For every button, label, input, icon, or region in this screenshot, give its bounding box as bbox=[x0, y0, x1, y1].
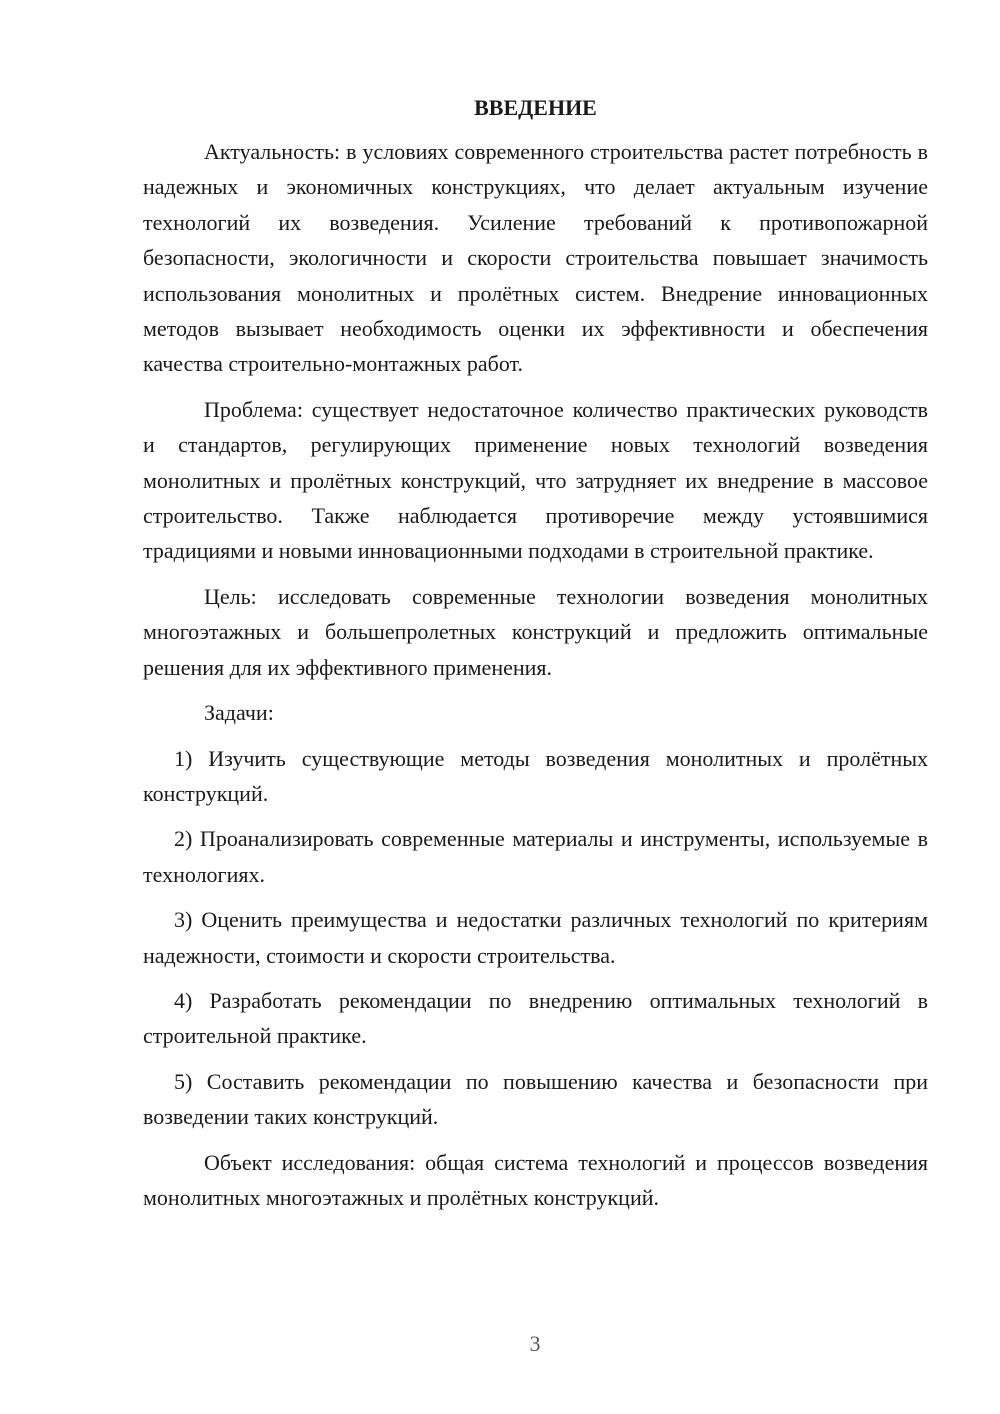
task-item-3: 3) Оценить преимущества и недостатки различных технологий по критериям надежности, стоимости и скорости строительства. bbox=[143, 907, 928, 968]
tasks-heading: Задачи: bbox=[204, 700, 274, 726]
task-item-2: 2) Проанализировать современные материалы и инструменты, используемые в технологиях. bbox=[143, 826, 928, 887]
document-page bbox=[143, 90, 928, 1225]
task-item-4: 4) Разработать рекомендации по внедрению оптимальных технологий в строительной практике. bbox=[143, 987, 928, 1049]
task-item-5: 5) Составить рекомендации по повышению качества и безопасности при возведении таких конструкций. bbox=[143, 1068, 928, 1130]
goal-paragraph: Цель: исследовать современные технологии возведения монолитных многоэтажных и большепролетных конструкций и предложить оптимальные решения для их эффективного применения. bbox=[143, 583, 928, 680]
research-object-paragraph: Объект исследования: общая система технологий и процессов возведения монолитных многоэтажных и пролётных конструкций. bbox=[143, 1149, 928, 1210]
page-title: ВВЕДЕНИЕ bbox=[474, 95, 597, 120]
relevance-paragraph: Актуальность: в условиях современного строительства растет потребность в надежных и экономичных конструкциях, что делает актуальным изучение технологий их возведения. Усиление требований к противопожарной безопасности, экологичности и скорости строительства повышает значимость использования монолитных и пролётных систем. Внедрение инновационных методов вызывает необходимость оценки их эффективности и обеспечения качества строительно-монтажных работ. bbox=[143, 139, 928, 377]
task-item-1: 1) Изучить существующие методы возведения монолитных и пролётных конструкций. bbox=[143, 745, 928, 806]
page-number: 3 bbox=[529, 1331, 541, 1356]
problem-paragraph: Проблема: существует недостаточное количество практических руководств и стандартов, регулирующих применение новых технологий возведения монолитных и пролётных конструкций, что затрудняет их внедрение в массовое строительство. Также наблюдается противоречие между устоявшимися традициями и новыми инновационными подходами в строительной практике. bbox=[143, 396, 928, 564]
